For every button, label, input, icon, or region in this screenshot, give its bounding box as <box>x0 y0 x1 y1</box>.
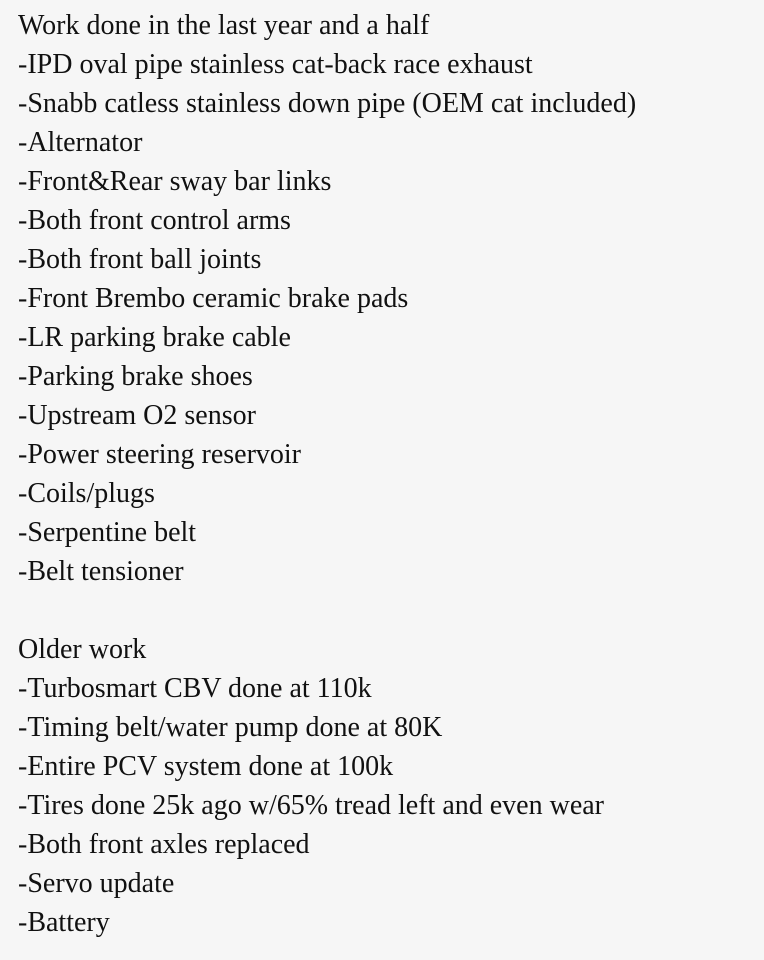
list-item: -Belt tensioner <box>18 556 184 587</box>
list-item: -Tires done 25k ago w/65% tread left and even wear <box>18 790 605 821</box>
list-item: -Servo update <box>18 868 175 899</box>
list-item: -Serpentine belt <box>18 517 197 548</box>
list-item: -Both front ball joints <box>18 244 262 275</box>
list-item: -Timing belt/water pump done at 80K <box>18 712 443 743</box>
list-item: -LR parking brake cable <box>18 322 291 353</box>
maintenance-notes <box>18 6 764 942</box>
recent-work-heading: Work done in the last year and a half <box>18 10 430 41</box>
list-item: -Both front axles replaced <box>18 829 310 860</box>
list-item: -Power steering reservoir <box>18 439 302 470</box>
list-item: -Coils/plugs <box>18 478 155 509</box>
list-item: -Battery <box>18 907 110 938</box>
older-work-heading: Older work <box>18 634 147 665</box>
list-item: -Front Brembo ceramic brake pads <box>18 283 409 314</box>
list-item: -Snabb catless stainless down pipe (OEM cat included) <box>18 88 637 119</box>
list-item: -Both front control arms <box>18 205 291 236</box>
list-item: -Parking brake shoes <box>18 361 253 392</box>
section-spacer <box>18 591 764 630</box>
list-item: -Entire PCV system done at 100k <box>18 751 394 782</box>
list-item: -IPD oval pipe stainless cat-back race exhaust <box>18 49 533 80</box>
list-item: -Front&Rear sway bar links <box>18 166 332 197</box>
list-item: -Turbosmart CBV done at 110k <box>18 673 372 704</box>
list-item: -Alternator <box>18 127 143 158</box>
list-item: -Upstream O2 sensor <box>18 400 256 431</box>
